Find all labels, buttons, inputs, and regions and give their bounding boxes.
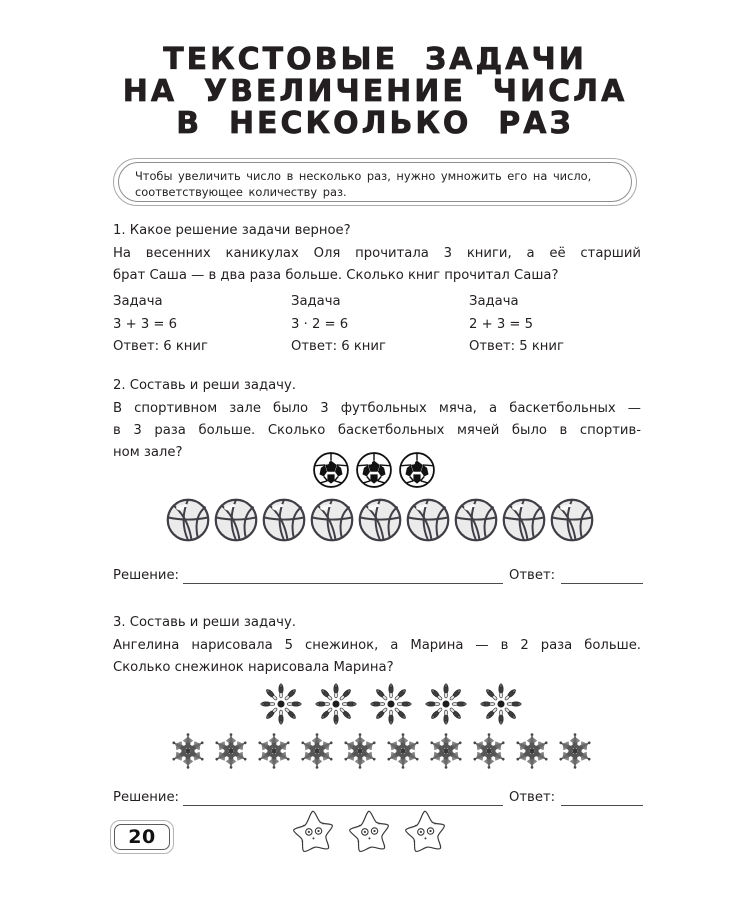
soccer-ball-item bbox=[313, 452, 349, 488]
soccer-ball-row bbox=[313, 452, 435, 488]
snowflake-item bbox=[555, 731, 595, 771]
basketball-item bbox=[502, 498, 546, 542]
snowflake-item bbox=[254, 731, 294, 771]
task-1-column-1-answer: Ответ: 6 книг bbox=[113, 339, 208, 354]
snowflake-icon bbox=[426, 731, 466, 771]
page-title bbox=[0, 44, 750, 140]
snowflake-icon bbox=[254, 731, 294, 771]
task-2-body-line-1: В спортивном зале было 3 футбольных мяча, а баскетбольных — bbox=[113, 401, 641, 416]
task-1-column-2-expression[interactable]: 3 · 2 = 6 bbox=[291, 316, 349, 332]
task-1-column-2-heading: Задача bbox=[291, 294, 341, 309]
task-2-answer-write-line[interactable] bbox=[561, 583, 643, 584]
page-title-line-3: В НЕСКОЛЬКО РАЗ bbox=[176, 106, 574, 141]
soccer-ball-item bbox=[399, 452, 435, 488]
task-2-solution-write-line[interactable] bbox=[183, 583, 503, 584]
soccer-ball-icon bbox=[356, 452, 392, 488]
task-1-column-2-answer: Ответ: 6 книг bbox=[291, 339, 386, 354]
snowflake-icon bbox=[314, 682, 358, 726]
page-title-line-1: ТЕКСТОВЫЕ ЗАДАЧИ bbox=[163, 42, 587, 77]
task-2-body-line-3: ном зале? bbox=[113, 445, 183, 460]
task-2-body-line-2: в 3 раза больше. Сколько баскетбольных мячей было в спортив- bbox=[113, 423, 641, 438]
snowflake-item bbox=[426, 731, 466, 771]
snowflake-item bbox=[424, 682, 468, 726]
task-1-column-1-expression[interactable]: 3 + 3 = 6 bbox=[113, 316, 178, 332]
snowflake-item bbox=[297, 731, 337, 771]
rule-text-line-1: Чтобы увеличить число в несколько раз, нужно умножить его на число, bbox=[135, 169, 592, 183]
task-2-answer-label: Ответ: bbox=[509, 568, 556, 583]
basketball-icon bbox=[550, 498, 594, 542]
snowflake-icon bbox=[259, 682, 303, 726]
snowflake-icon bbox=[168, 731, 208, 771]
snowflake-icon bbox=[512, 731, 552, 771]
basketball-icon bbox=[358, 498, 402, 542]
task-1-column-2 bbox=[291, 291, 386, 359]
snowflake-icon bbox=[297, 731, 337, 771]
snowflake-item bbox=[512, 731, 552, 771]
basketball-item bbox=[166, 498, 210, 542]
task-3-body-line-2: Сколько снежинок нарисовала Марина? bbox=[113, 660, 394, 675]
snowflake-icon bbox=[383, 731, 423, 771]
smiling-star-item bbox=[290, 808, 336, 854]
snowflake-item bbox=[369, 682, 413, 726]
task-3-answer-row bbox=[113, 790, 643, 810]
basketball-row bbox=[166, 498, 594, 542]
task-3-answer-write-line[interactable] bbox=[561, 805, 643, 806]
smiling-star-icon bbox=[346, 808, 392, 854]
snowflake-item bbox=[314, 682, 358, 726]
task-3-body-line-1: Ангелина нарисовала 5 снежинок, а Марина — в 2 раза больше. bbox=[113, 638, 641, 653]
snowflake-item bbox=[259, 682, 303, 726]
basketball-icon bbox=[454, 498, 498, 542]
page-number-box bbox=[114, 824, 170, 850]
task-3-answer-label: Ответ: bbox=[509, 790, 556, 805]
basketball-item bbox=[262, 498, 306, 542]
smiling-star-icon bbox=[402, 808, 448, 854]
basketball-item bbox=[550, 498, 594, 542]
snowflake-item bbox=[383, 731, 423, 771]
smiling-star-item bbox=[402, 808, 448, 854]
task-2-answer-row bbox=[113, 568, 643, 588]
task-3-prompt: 3. Составь и реши задачу. bbox=[113, 615, 296, 630]
snowflake-bottom-row bbox=[168, 731, 595, 771]
task-1-column-3 bbox=[469, 291, 564, 359]
task-1-body-line-2: брат Саша — в два раза больше. Сколько книг прочитал Саша? bbox=[113, 268, 559, 283]
basketball-icon bbox=[502, 498, 546, 542]
task-2-prompt: 2. Составь и реши задачу. bbox=[113, 378, 296, 393]
basketball-item bbox=[310, 498, 354, 542]
task-3-solution-label: Решение: bbox=[113, 790, 179, 805]
soccer-ball-icon bbox=[313, 452, 349, 488]
basketball-item bbox=[406, 498, 450, 542]
page-number: 20 bbox=[128, 825, 156, 848]
basketball-icon bbox=[310, 498, 354, 542]
snowflake-item bbox=[211, 731, 251, 771]
basketball-icon bbox=[262, 498, 306, 542]
snowflake-icon bbox=[555, 731, 595, 771]
soccer-ball-icon bbox=[399, 452, 435, 488]
task-1-column-1-heading: Задача bbox=[113, 294, 163, 309]
task-1-column-3-answer: Ответ: 5 книг bbox=[469, 339, 564, 354]
snowflake-item bbox=[168, 731, 208, 771]
snowflake-icon bbox=[369, 682, 413, 726]
task-1-prompt: 1. Какое решение задачи верное? bbox=[113, 223, 351, 238]
basketball-icon bbox=[166, 498, 210, 542]
snowflake-icon bbox=[340, 731, 380, 771]
task-1-column-1 bbox=[113, 291, 208, 359]
snowflake-top-row bbox=[259, 682, 523, 726]
task-2-solution-label: Решение: bbox=[113, 568, 179, 583]
soccer-ball-item bbox=[356, 452, 392, 488]
snowflake-icon bbox=[479, 682, 523, 726]
snowflake-item bbox=[469, 731, 509, 771]
basketball-icon bbox=[214, 498, 258, 542]
snowflake-icon bbox=[211, 731, 251, 771]
task-1-body-line-1: На весенних каникулах Оля прочитала 3 книги, а её старший bbox=[113, 246, 641, 261]
basketball-item bbox=[454, 498, 498, 542]
snowflake-item bbox=[479, 682, 523, 726]
snowflake-icon bbox=[469, 731, 509, 771]
snowflake-item bbox=[340, 731, 380, 771]
task-3-solution-write-line[interactable] bbox=[183, 805, 503, 806]
task-1-column-3-expression[interactable]: 2 + 3 = 5 bbox=[469, 316, 534, 332]
smiling-star-icon bbox=[290, 808, 336, 854]
page-title-line-2: НА УВЕЛИЧЕНИЕ ЧИСЛА bbox=[122, 74, 628, 109]
snowflake-icon bbox=[424, 682, 468, 726]
basketball-icon bbox=[406, 498, 450, 542]
rule-box bbox=[118, 162, 632, 202]
decorative-star-row bbox=[290, 808, 448, 854]
basketball-item bbox=[214, 498, 258, 542]
task-1-column-3-heading: Задача bbox=[469, 294, 519, 309]
basketball-item bbox=[358, 498, 402, 542]
rule-text-line-2: соответствующее количеству раз. bbox=[135, 185, 347, 199]
smiling-star-item bbox=[346, 808, 392, 854]
